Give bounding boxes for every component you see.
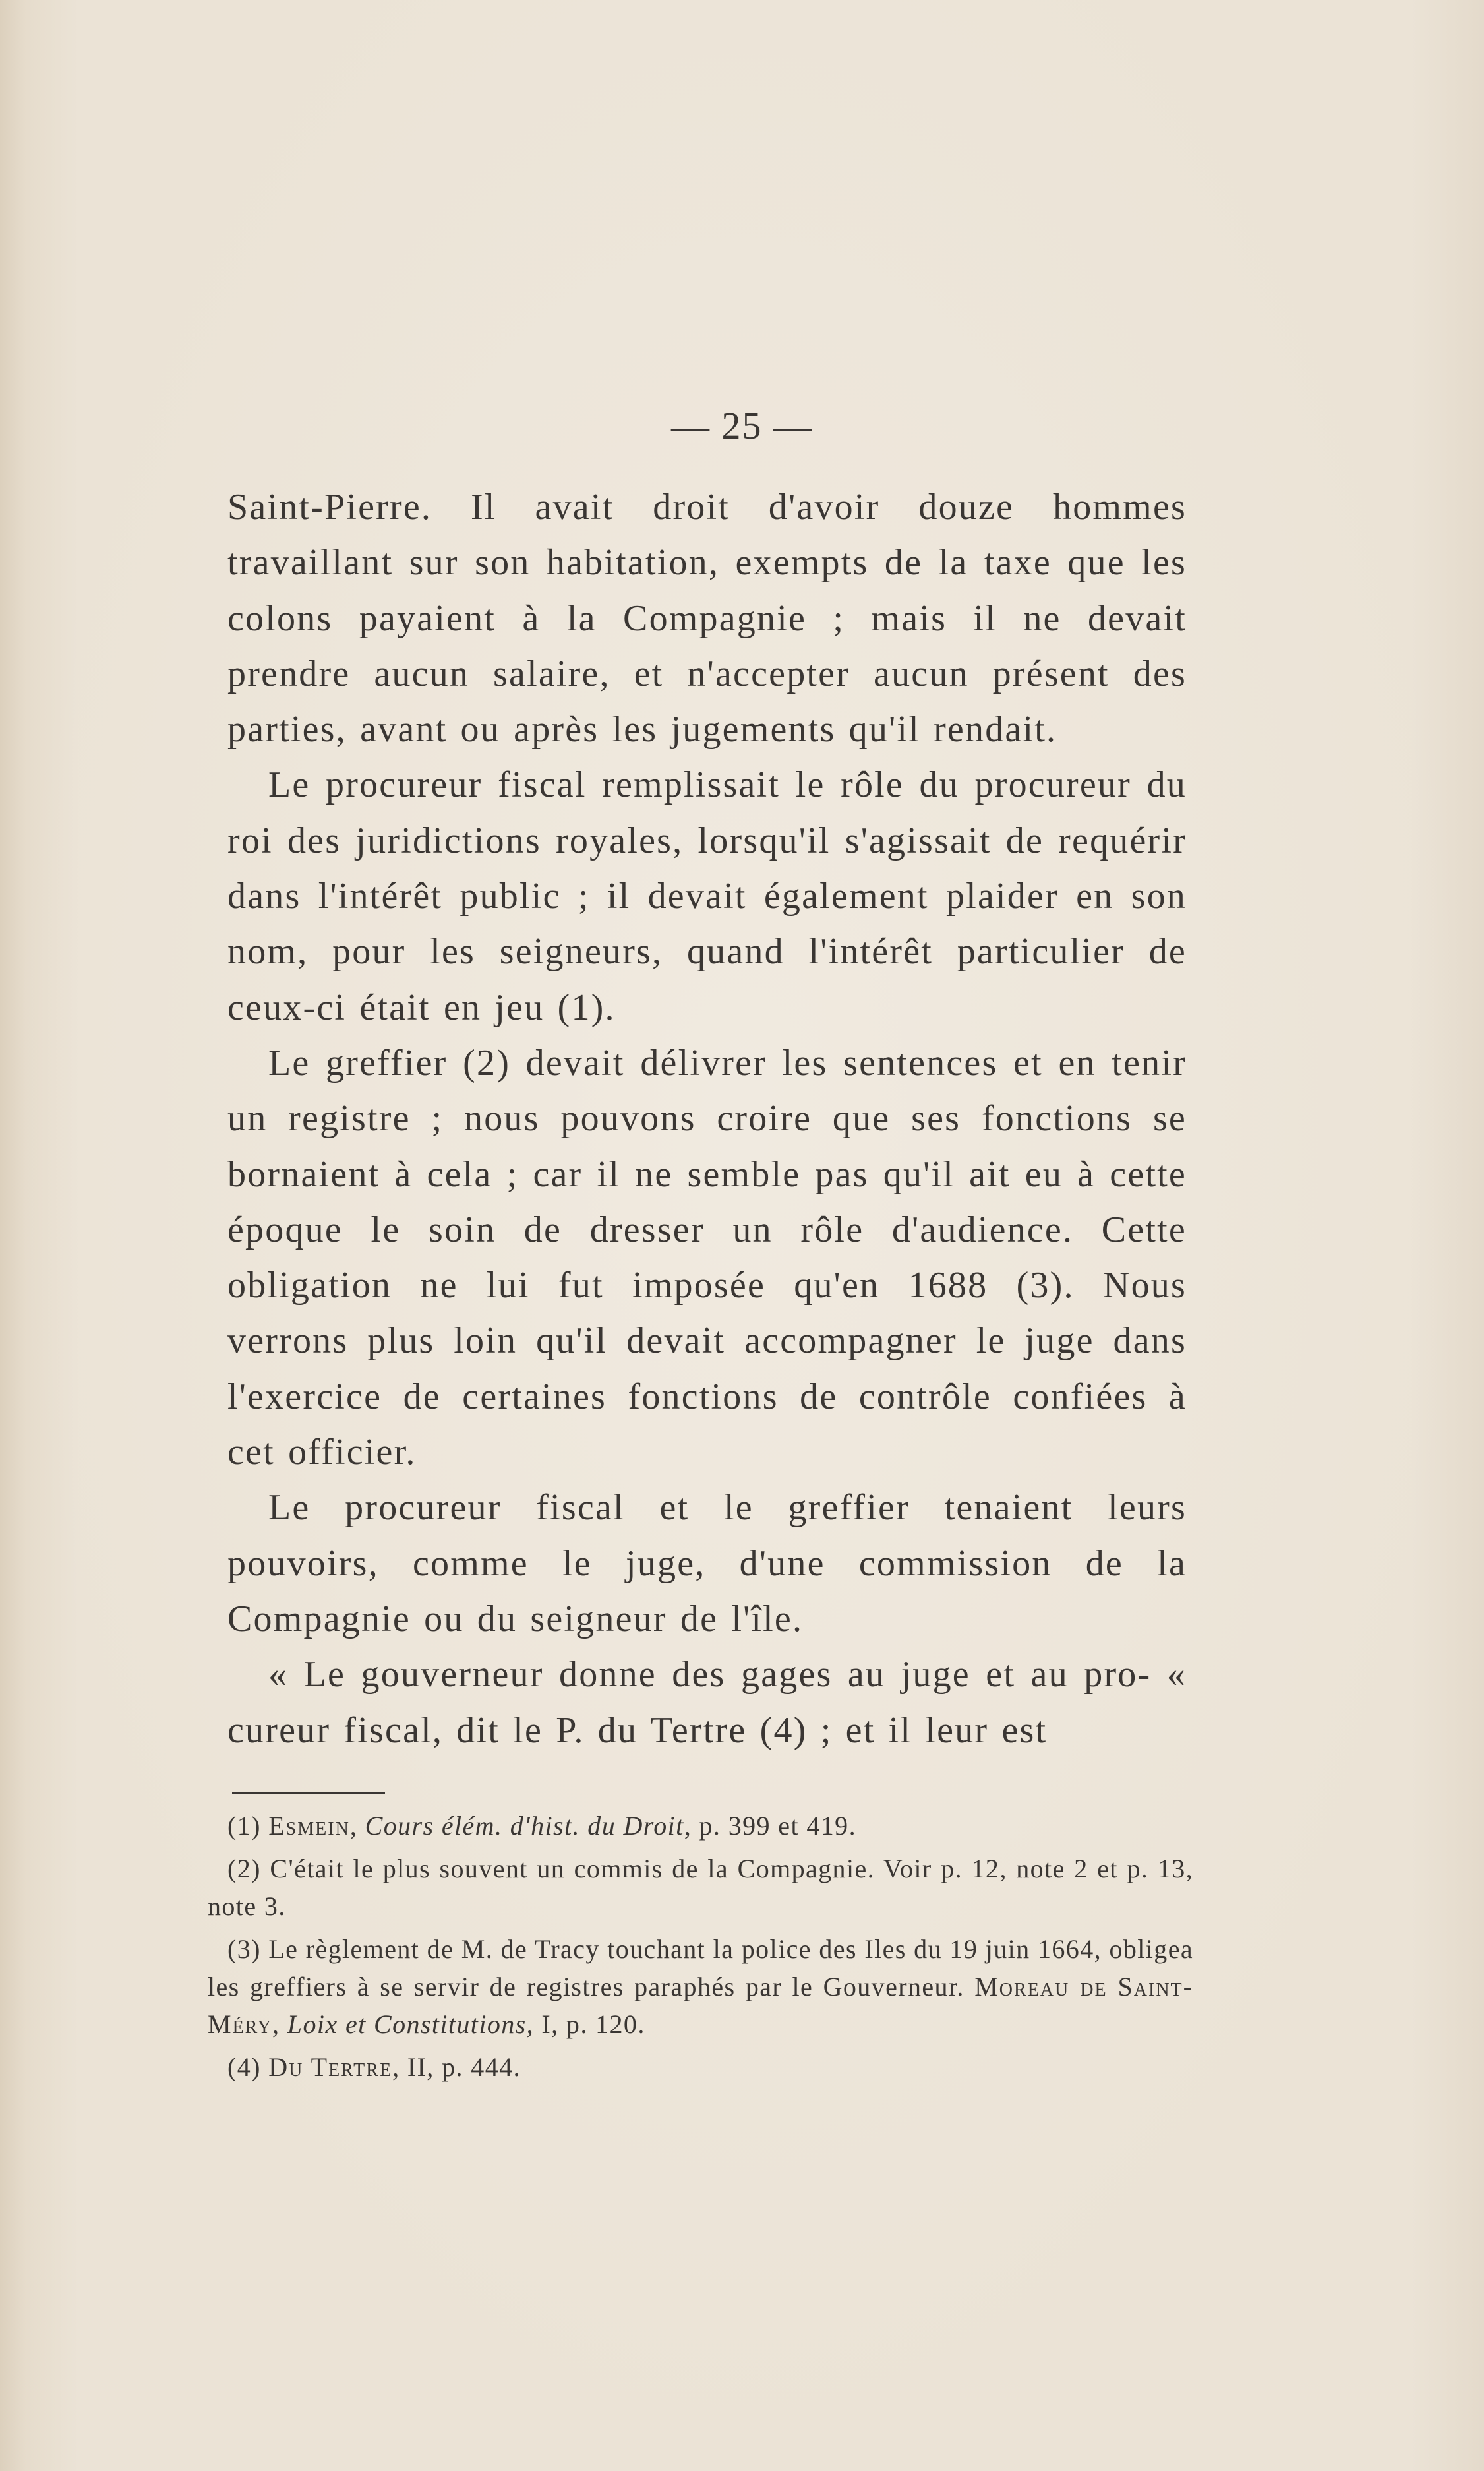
paragraph-5: « Le gouverneur donne des gages au juge et au pro- « cureur fiscal, dit le P. du Tertre (4) ; et il leur est <box>227 1654 1187 1751</box>
paragraph-3: Le greffier (2) devait délivrer les sentences et en tenir un registre ; nous pouvons croire que ses fonctions se bornaient à cela ; car il ne semble pas qu'il ait eu à cette époque le soin de dresser un rôle d'audience. Cette obligation ne lui fut imposée qu'en 1688 (3). Nous verrons plus loin qu'il devait accompagner le juge dans l'exercice de certaines fonctions de contrôle confiées à cet officier. <box>227 1042 1187 1473</box>
footnote-reference: , p. 399 et 419. <box>684 1811 856 1841</box>
footnote-marker: (1) <box>227 1811 261 1841</box>
footnote-marker: (3) <box>227 1934 261 1964</box>
footnote-author: Moreau de Saint-Méry <box>208 1972 1193 2039</box>
footnote-author: Du Tertre <box>268 2052 393 2082</box>
footnote-4 <box>208 2048 1193 2086</box>
footnote-reference: , I, p. 120. <box>526 2009 645 2039</box>
footnote-text: Le règlement de M. de Tracy touchant la police des Iles du 19 juin 1664, obligea les greffiers à se servir de registres paraphés par le Gouverneur. <box>208 1934 1193 2001</box>
footnotes <box>208 1807 1193 2091</box>
footnote-3: (3) Le règlement de M. de Tracy touchant la police des Iles du 19 juin 1664, obligea les greffiers à se servir de registres paraphés par le Gouverneur. Moreau de Saint-Méry, Loix et Constitutions, I, p. 120. <box>208 1934 1193 2039</box>
footnote-marker: (4) <box>227 2052 261 2082</box>
footnote-text: C'était le plus souvent un commis de la Compagnie. Voir p. 12, note 2 et p. 13, note 3. <box>208 1854 1194 1921</box>
footnote-title: Cours élém. d'hist. du Droit <box>365 1811 684 1841</box>
footnote-separator <box>232 1792 385 1794</box>
footnote-title: Loix et Constitutions <box>287 2009 527 2039</box>
footnote-2 <box>208 1850 1193 1925</box>
footnote-marker: (2) <box>227 1854 261 1883</box>
footnote-1: (1) Esmein, Cours élém. d'hist. du Droit, p. 399 et 419. <box>227 1811 856 1841</box>
footnote-reference: , II, p. 444. <box>392 2052 521 2082</box>
paragraph-2: Le procureur fiscal remplissait le rôle du procureur du roi des juridictions royales, lorsqu'il s'agissait de requérir dans l'intérêt public ; il devait également plaider en son nom, pour les seigneurs, quand l'intérêt particulier de ceux-ci était en jeu (1). <box>227 764 1187 1028</box>
paragraph-4: Le procureur fiscal et le greffier tenaient leurs pouvoirs, comme le juge, d'une commission de la Compagnie ou du seigneur de l'île. <box>227 1487 1187 1639</box>
footnote-author: Esmein <box>268 1811 350 1841</box>
paragraph-1: Saint-Pierre. Il avait droit d'avoir douze hommes travaillant sur son habitation, exempts de la taxe que les colons payaient à la Compagnie ; mais il ne devait prendre aucun salaire, et n'accepter aucun présent des parties, avant ou après les jugements qu'il rendait. <box>227 487 1187 750</box>
page-number: — 25 — <box>671 404 813 447</box>
main-text <box>227 479 1187 1758</box>
